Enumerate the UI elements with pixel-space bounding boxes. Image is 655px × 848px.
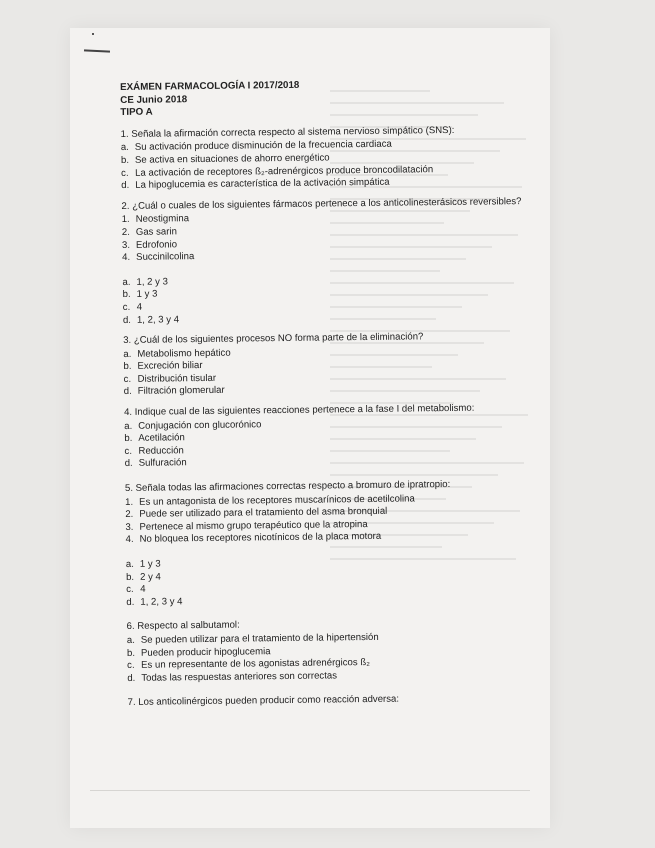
item-text: Acetilación (138, 432, 185, 445)
item-label: a. (122, 276, 131, 288)
scan-speck (92, 33, 94, 35)
question-text: 7. Los anticolinérgicos pueden producir como reacción adversa: (127, 693, 400, 709)
item-text: Gas sarin (135, 226, 177, 238)
item-text: La hipoglucemia es característica de la activación simpática (135, 176, 390, 191)
item-text: Filtración glomerular (137, 385, 225, 398)
item-text: 1, 2 y 3 (136, 276, 168, 288)
item-text: Pueden producir hipoglucemia (140, 645, 271, 659)
item-text: Neostigmina (135, 213, 190, 226)
item-label: c. (123, 373, 132, 385)
item-label: a. (124, 420, 133, 432)
item-text: Metabolismo hepático (137, 347, 231, 360)
item-text: La activación de receptores ß₂-adrenérgicos produce broncodilatación (135, 163, 434, 179)
item-text: 4 (136, 301, 143, 313)
item-text: Se activa en situaciones de ahorro energético (134, 152, 330, 166)
question-4 (124, 402, 545, 471)
question-3 (123, 330, 544, 399)
item-label: b. (126, 647, 136, 659)
item-text: Edrofonio (135, 238, 178, 251)
item-text: Su activación produce disminución de la frecuencia cardiaca (134, 139, 392, 154)
item-text: Se pueden utilizar para el tratamiento de la hipertensión (140, 631, 379, 646)
item-label: d. (126, 596, 135, 608)
item-label: 1. (125, 496, 134, 508)
item-label: b. (123, 361, 132, 373)
item-label: d. (127, 672, 136, 684)
item-text: 1, 2, 3 y 4 (136, 313, 180, 326)
item-label: 3. (121, 239, 131, 251)
question-5 (125, 478, 547, 609)
item-text: Excreción biliar (137, 360, 203, 373)
item-text: No bloquea los receptores nicotínicos de la placa motora (139, 531, 382, 546)
item-text: 1 y 3 (139, 558, 161, 570)
item-text: Todas las respuestas anteriores son correctas (141, 670, 338, 684)
item-text: Pertenece al mismo grupo terapéutico que la atropina (139, 518, 368, 533)
item-label: 4. (122, 252, 131, 264)
item-label: d. (121, 180, 130, 192)
item-text: Reducción (138, 445, 184, 457)
item-label: a. (126, 634, 135, 646)
item-text: Succinilcolina (136, 251, 195, 263)
item-label: a. (123, 348, 132, 360)
item-text: Distribución tisular (137, 372, 217, 385)
item-label: c. (121, 167, 129, 179)
item-label: c. (126, 584, 134, 596)
item-label: a. (120, 142, 129, 154)
item-label: 1. (121, 214, 130, 226)
exam-content (120, 77, 548, 711)
item-text: Puede ser utilizado para el tratamiento del asma bronquial (139, 505, 388, 521)
item-label: a. (125, 558, 134, 570)
item-label: 4. (125, 534, 134, 546)
question-6 (127, 616, 548, 685)
item-label: 2. (121, 226, 130, 238)
item-text: Es un representante de los agonistas adrenérgicos ß₂ (141, 657, 370, 671)
item-text: 4 (140, 583, 146, 595)
question-text: 4. Indique cual de las siguientes reacciones pertenece a la fase I del metabolismo: (123, 402, 475, 419)
exam-title: EXÁMEN FARMACOLOGÍA I 2017/2018 (120, 79, 300, 93)
question-text: 6. Respecto al salbutamol: (126, 619, 240, 633)
item-label: c. (127, 660, 135, 672)
item-label: b. (122, 289, 131, 301)
item-label: c. (124, 445, 133, 457)
item-label: d. (124, 458, 133, 470)
item-label: b. (125, 571, 135, 583)
exam-session: CE Junio 2018 (120, 93, 188, 106)
item-label: 3. (125, 521, 134, 533)
question-text: 2. ¿Cuál o cuales de los siguientes fármacos pertenece a los anticolinesterásicos reversibles? (121, 195, 522, 212)
question-2 (121, 196, 543, 327)
divider (90, 790, 530, 791)
question-text: 5. Señala todas las afirmaciones correctas respecto a bromuro de ipratropio: (124, 479, 451, 495)
item-label: c. (122, 301, 131, 313)
item-label: b. (120, 154, 130, 166)
item-text: Sulfuración (138, 457, 187, 470)
item-text: Es un antagonista de los receptores muscarínicos de acetilcolina (139, 493, 415, 508)
item-text: Conjugación con glucorónico (138, 418, 262, 432)
item-label: d. (123, 386, 132, 398)
item-label: b. (124, 433, 133, 445)
question-text: 1. Señala la afirmación correcta respecto al sistema nervioso simpático (SNS): (120, 124, 455, 140)
item-label: 2. (125, 509, 134, 521)
item-text: 1, 2, 3 y 4 (140, 596, 183, 608)
question-text: 3. ¿Cuál de los siguientes procesos NO forma parte de la eliminación? (123, 331, 424, 347)
item-label: d. (122, 314, 131, 326)
item-text: 1 y 3 (136, 288, 158, 301)
question-1 (121, 124, 542, 193)
item-text: 2 y 4 (139, 571, 161, 583)
exam-type: TIPO A (120, 106, 153, 119)
